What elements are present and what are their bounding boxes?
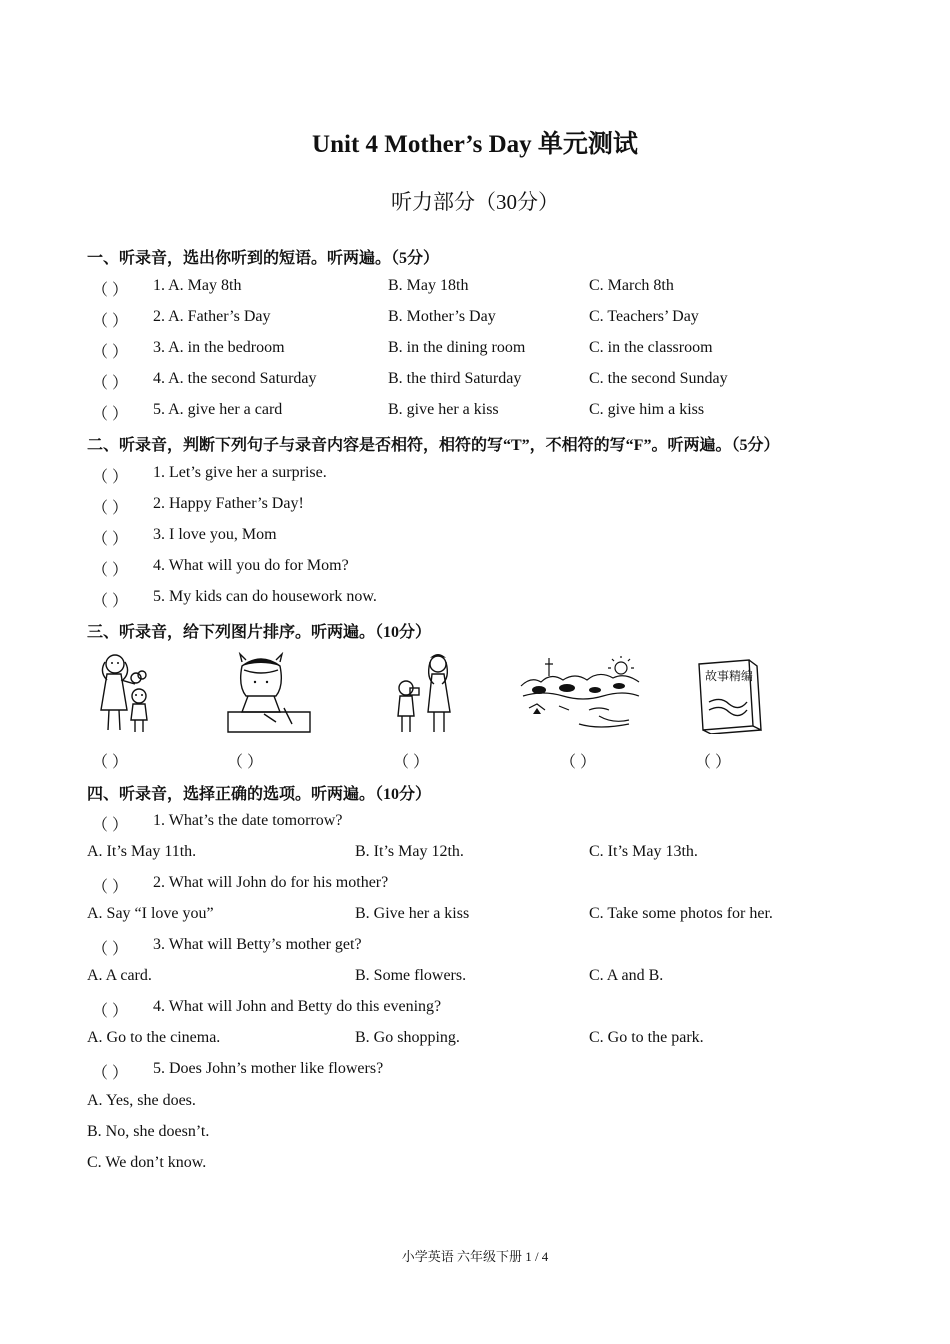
s1-q5: 5. A. give her a card xyxy=(153,401,283,418)
book-cover-text: 故事精编 xyxy=(705,669,754,683)
answer-blank[interactable]: （ ） xyxy=(92,313,129,330)
s1-q3-b: B. in the dining room xyxy=(388,339,526,356)
s4-q5-b: B. No, she doesn’t. xyxy=(87,1123,210,1140)
s4-q2: 2. What will John do for his mother? xyxy=(153,874,389,891)
s4-q4: 4. What will John and Betty do this evening? xyxy=(153,998,442,1015)
s1-q1: 1. A. May 8th xyxy=(153,277,242,294)
s1-q2: 2. A. Father’s Day xyxy=(153,308,271,325)
s4-q4-a: A. Go to the cinema. xyxy=(87,1029,221,1046)
answer-blank[interactable]: （ ） xyxy=(92,879,129,896)
s4-q5-c: C. We don’t know. xyxy=(87,1154,207,1171)
s4-q5: 5. Does John’s mother like flowers? xyxy=(153,1060,384,1077)
answer-blank[interactable]: （ ） xyxy=(92,817,129,834)
s4-q5-a: A. Yes, she does. xyxy=(87,1092,196,1109)
child-photo-mother-picture xyxy=(392,652,464,736)
s4-q4-b: B. Go shopping. xyxy=(355,1029,460,1046)
s1-q2-c: C. Teachers’ Day xyxy=(589,308,699,325)
girl-writing-picture xyxy=(224,652,314,736)
answer-blank[interactable]: （ ） xyxy=(92,1003,129,1020)
s2-q5: 5. My kids can do housework now. xyxy=(153,588,377,605)
answer-blank[interactable]: （ ） xyxy=(92,406,129,423)
s4-q1-b: B. It’s May 12th. xyxy=(355,843,464,860)
page-footer: 小学英语 六年级下册 1 / 4 xyxy=(401,1249,549,1264)
section2-heading: 二、听录音，判断下列句子与录音内容是否相符，相符的写“T”，不相符的写“F”。听两遍。（5分） xyxy=(87,437,780,454)
s4-q4-c: C. Go to the park. xyxy=(589,1029,704,1046)
page-title: Unit 4 Mother’s Day 单元测试 xyxy=(312,131,638,158)
s4-q3-b: B. Some flowers. xyxy=(355,967,467,984)
s4-q2-a: A. Say “I love you” xyxy=(87,905,214,922)
s4-q2-b: B. Give her a kiss xyxy=(355,905,470,922)
s1-q5-c: C. give him a kiss xyxy=(589,401,705,418)
story-book-picture xyxy=(695,658,763,734)
s1-q5-b: B. give her a kiss xyxy=(388,401,499,418)
park-landscape-picture xyxy=(519,656,641,732)
s4-q3-c: C. A and B. xyxy=(589,967,664,984)
s1-q4: 4. A. the second Saturday xyxy=(153,370,317,387)
answer-blank[interactable]: （ ） xyxy=(92,500,129,517)
answer-blank[interactable]: （ ） xyxy=(92,469,129,486)
answer-blank[interactable]: （ ） xyxy=(92,344,129,361)
section4-heading: 四、听录音，选择正确的选项。听两遍。（10分） xyxy=(87,786,432,803)
answer-blank[interactable]: （ ） xyxy=(695,754,732,771)
s4-q1: 1. What’s the date tomorrow? xyxy=(153,812,343,829)
s2-q3: 3. I love you, Mom xyxy=(153,526,277,543)
section3-heading: 三、听录音，给下列图片排序。听两遍。（10分） xyxy=(87,624,432,641)
answer-blank[interactable]: （ ） xyxy=(92,562,129,579)
answer-blank[interactable]: （ ） xyxy=(92,1065,129,1082)
s4-q1-c: C. It’s May 13th. xyxy=(589,843,698,860)
answer-blank[interactable]: （ ） xyxy=(92,593,129,610)
s4-q3-a: A. A card. xyxy=(87,967,152,984)
answer-blank[interactable]: （ ） xyxy=(560,754,597,771)
s1-q1-b: B. May 18th xyxy=(388,277,469,294)
answer-blank[interactable]: （ ） xyxy=(92,531,129,548)
s1-q1-c: C. March 8th xyxy=(589,277,674,294)
answer-blank[interactable]: （ ） xyxy=(393,754,430,771)
s1-q3: 3. A. in the bedroom xyxy=(153,339,285,356)
s4-q1-a: A. It’s May 11th. xyxy=(87,843,197,860)
s4-q3: 3. What will Betty’s mother get? xyxy=(153,936,362,953)
answer-blank[interactable]: （ ） xyxy=(92,754,129,771)
page-subtitle: 听力部分（30分） xyxy=(391,190,559,214)
answer-blank[interactable]: （ ） xyxy=(92,375,129,392)
section1-heading: 一、听录音，选出你听到的短语。听两遍。（5分） xyxy=(87,250,440,267)
s1-q4-b: B. the third Saturday xyxy=(388,370,522,387)
s1-q2-b: B. Mother’s Day xyxy=(388,308,496,325)
s2-q4: 4. What will you do for Mom? xyxy=(153,557,349,574)
answer-blank[interactable]: （ ） xyxy=(92,282,129,299)
s1-q4-c: C. the second Sunday xyxy=(589,370,728,387)
s1-q3-c: C. in the classroom xyxy=(589,339,713,356)
answer-blank[interactable]: （ ） xyxy=(227,754,264,771)
s2-q1: 1. Let’s give her a surprise. xyxy=(153,464,327,481)
s4-q2-c: C. Take some photos for her. xyxy=(589,905,773,922)
mother-child-flowers-picture xyxy=(93,650,163,736)
s2-q2: 2. Happy Father’s Day! xyxy=(153,495,304,512)
answer-blank[interactable]: （ ） xyxy=(92,941,129,958)
